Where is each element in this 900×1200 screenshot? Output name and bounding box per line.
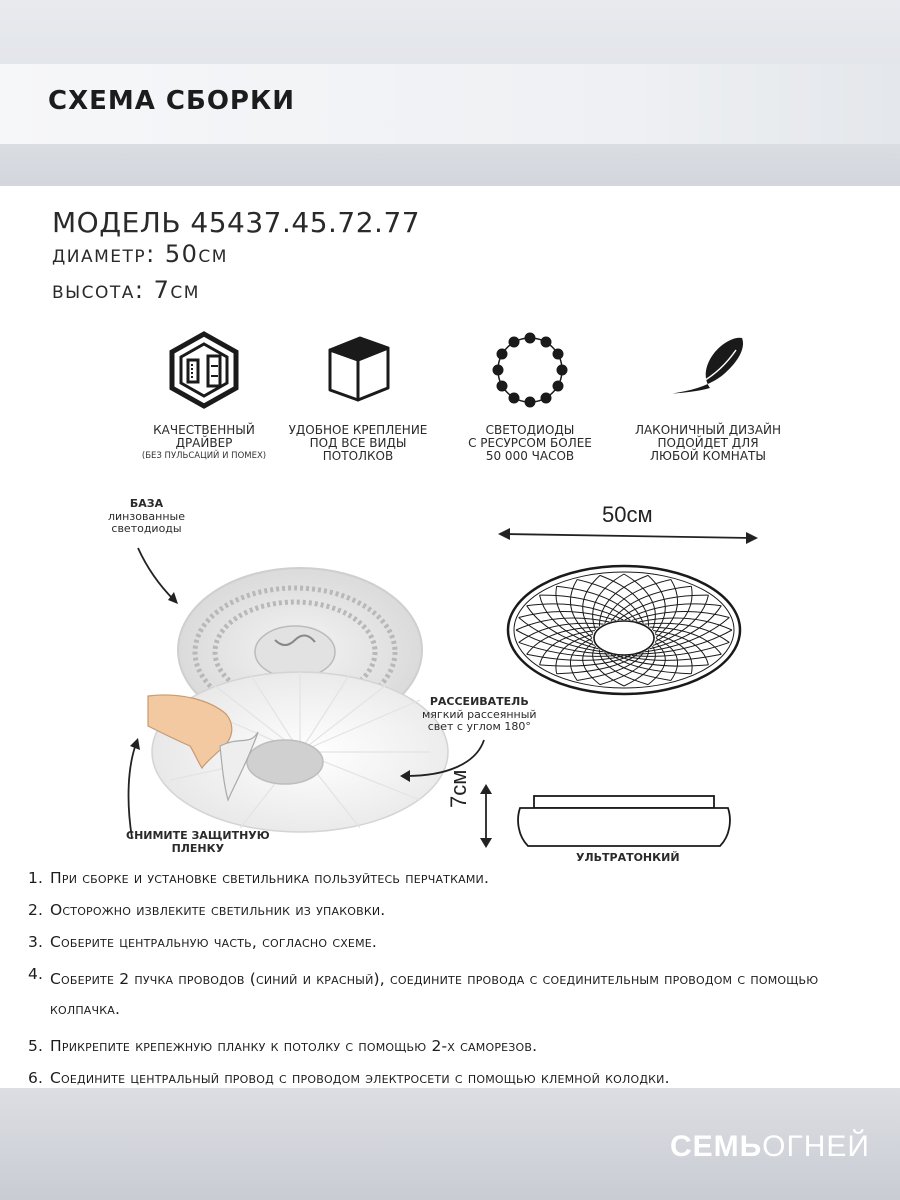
diameter-spec: диаметр: 50см bbox=[52, 240, 228, 268]
instruction-step bbox=[28, 964, 888, 1024]
step-text: Осторожно извлеките светильник из упаковки. bbox=[50, 901, 386, 919]
diffuser-sub2: свет с углом 180° bbox=[427, 720, 531, 733]
height-spec: высота: 7см bbox=[52, 276, 200, 304]
feature-leds-line3: 50 000 ЧАСОВ bbox=[485, 449, 575, 463]
step-text: Соберите 2 пучка проводов (синий и красный), соедините провода с соединительным проводом с помощью колпачка. bbox=[50, 970, 819, 1018]
step-text: Прикрепите крепежную планку к потолку с помощью 2-х саморезов. bbox=[50, 1037, 538, 1055]
width-arrow bbox=[496, 524, 760, 548]
instruction-step bbox=[28, 868, 888, 888]
step-text: При сборке и установке светильника пользуйтесь перчатками. bbox=[50, 869, 490, 887]
diffuser-title: РАССЕИВАТЕЛЬ bbox=[429, 695, 529, 708]
brand-light: ОГНЕЙ bbox=[762, 1130, 870, 1163]
step-number: 5. bbox=[28, 1037, 44, 1055]
feature-icon bbox=[658, 330, 758, 410]
peel-label bbox=[126, 830, 270, 855]
feature-driver-line2: ДРАЙВЕР bbox=[175, 436, 233, 450]
base-sub1: линзованные bbox=[108, 509, 186, 523]
step-number: 2. bbox=[28, 901, 44, 919]
instruction-step bbox=[28, 1036, 888, 1056]
peel-line1: СНИМИТЕ ЗАЩИТНУЮ bbox=[126, 829, 270, 842]
arrow-base bbox=[138, 548, 174, 600]
feature-design-line1: ЛАКОНИЧНЫЙ ДИЗАЙН bbox=[634, 423, 782, 437]
step-number: 4. bbox=[28, 965, 44, 983]
brand-logo bbox=[670, 1130, 870, 1164]
model-spec: МОДЕЛЬ 45437.45.72.77 bbox=[52, 206, 421, 239]
feature-design-line3: ЛЮБОЙ КОМНАТЫ bbox=[650, 449, 766, 463]
step-number: 3. bbox=[28, 933, 44, 951]
assembly-illustration bbox=[110, 500, 450, 850]
height-label: 7см bbox=[446, 769, 471, 808]
instructions-list bbox=[28, 868, 888, 1100]
step-text: Соберите центральную часть, согласно схеме. bbox=[50, 933, 378, 951]
feature-driver-line1: КАЧЕСТВЕННЫЙ bbox=[153, 423, 255, 437]
diffuser-sub1: мягкий рассеянный bbox=[422, 707, 537, 721]
lamp-side-profile bbox=[512, 792, 736, 854]
box-mount-icon bbox=[318, 330, 398, 410]
feature-leds-line2: С РЕСУРСОМ БОЛЕЕ bbox=[468, 436, 592, 450]
instruction-step bbox=[28, 932, 888, 952]
step-text: Соедините центральный провод с проводом электросети с помощью клемной колодки. bbox=[50, 1069, 670, 1087]
profile-label: УЛЬТРАТОНКИЙ bbox=[576, 851, 680, 864]
feature-mount-line3: ПОТОЛКОВ bbox=[322, 449, 394, 463]
base-sub2: светодиоды bbox=[111, 522, 182, 535]
base-label bbox=[108, 498, 185, 536]
base-title: БАЗА bbox=[129, 497, 164, 510]
step-number: 6. bbox=[28, 1069, 44, 1087]
instruction-step bbox=[28, 900, 888, 920]
feature-design bbox=[608, 330, 808, 463]
instruction-step bbox=[28, 1068, 888, 1088]
feature-mount-line2: ПОД ВСЕ ВИДЫ bbox=[309, 436, 407, 450]
width-label: 50см bbox=[602, 502, 653, 527]
height-arrow bbox=[476, 784, 496, 848]
page-title: СХЕМА СБОРКИ bbox=[48, 86, 296, 116]
lamp-top-view bbox=[504, 560, 744, 700]
feature-design-line2: ПОДОЙДЕТ ДЛЯ bbox=[657, 436, 759, 450]
feature-leds bbox=[430, 330, 630, 463]
feature-mount-line1: УДОБНОЕ КРЕПЛЕНИЕ bbox=[288, 423, 428, 437]
led-ring-icon bbox=[490, 330, 570, 410]
feature-driver-note: (БЕЗ ПУЛЬСАЦИЙ И ПОМЕХ) bbox=[141, 451, 267, 461]
step-number: 1. bbox=[28, 869, 44, 887]
arrow-peel bbox=[129, 744, 136, 838]
feature-mount bbox=[258, 330, 458, 463]
diffuser-label bbox=[422, 696, 537, 734]
peel-line2: ПЛЕНКУ bbox=[171, 841, 225, 855]
driver-hexagon-icon bbox=[164, 330, 244, 410]
brand-bold: СЕМЬ bbox=[669, 1130, 763, 1163]
feature-leds-line1: СВЕТОДИОДЫ bbox=[485, 423, 575, 437]
